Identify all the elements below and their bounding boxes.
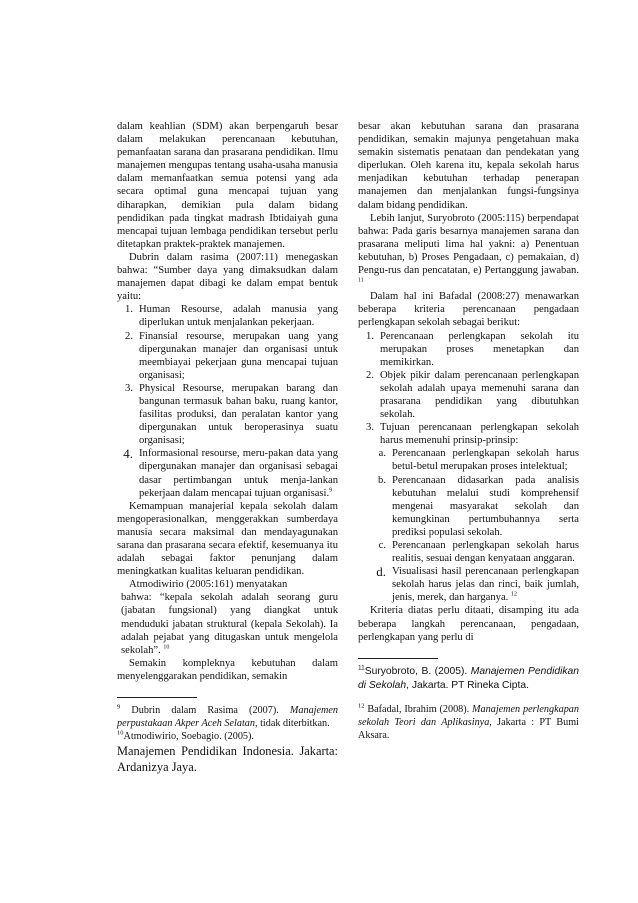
list-text: Objek pikir dalam perencanaan perlengkapan sekolah adalah upaya memenuhi sarana dan prasarana pendidikan yang dibutuhkan sekolah. [380, 369, 579, 421]
principles-sublist [374, 447, 579, 604]
list-text: Tujuan perencanaan perlengkapan sekolah harus memenuhi prinsip-prinsip: [380, 422, 579, 447]
list-letter: c. [378, 540, 386, 551]
footnote-9: $^9$ Dubrin dalam Rasima (2007). Manajemen perpustakaan Akper Aceh Selatan, tidak diterbitkan. [117, 703, 338, 730]
list-number: 1. [125, 304, 133, 316]
right-column [358, 120, 579, 742]
left-paragraph-5: Semakin kompleknya kebutuhan dalam menyelenggarakan pendidikan, semakin [117, 657, 338, 682]
list-item [117, 382, 338, 447]
footnote-12: $^{12}$ Bafadal, Ibrahim (2008). Manajemen perlengkapan sekolah Teori dan Aplikasinya, Jakarta : PT Bumi Aksara. [358, 702, 579, 741]
list-number: 4. [123, 446, 133, 462]
list-text: Perencanaan perlengkapan sekolah harus betul-betul merupakan proses intelektual; [392, 448, 579, 473]
list-text: Informasional resourse, meru-pakan data yang dipergunakan manajer dan organisasi sebagai dasar pertimbangan untuk menja-lankan pekerjaan dalam mencapai tujuan organisasi.$^9$ [139, 448, 338, 499]
right-paragraph-3: Dalam hal ini Bafadal (2008:27) menawarkan beberapa kriteria perencanaan pengadaan perlengkapan sekolah sebagai berikut: [358, 291, 579, 329]
list-item [358, 421, 579, 447]
list-text: Physical Resourse, merupakan barang dan bangunan termasuk bahan baku, ruang kantor, fasilitas produksi, dan peralatan kantor yang dipergunakan untuk beroperasinya suatu organisasi; [139, 382, 338, 447]
left-column [117, 120, 338, 775]
footnote-11: $^{11}$Suryobroto, B. (2005). Manajemen Pendidikan di Sekolah, Jakarta. PT Rineka Cipta. [358, 664, 579, 691]
right-paragraph-4: Kriteria diatas perlu ditaati, disamping itu ada beberapa langkah perencanaan, pengadaan, perlengkapan yang perlu di [358, 605, 579, 643]
left-paragraph-2: Dubrin dalam rasima (2007:11) menegaskan bahwa: “Sumber daya yang dimaksudkan dalam manajemen dapat dibagi ke dalam empat bentuk yaitu: [117, 251, 338, 303]
footnote-ref: 12 [510, 591, 517, 598]
left-paragraph-1: dalam keahlian (SDM) akan berpengaruh besar dalam melakukan perencanaan kebutuhan, pemanfaatan sarana dan prasarana pendidikan. Ilmu manajemen mengupas tentang usaha-usaha manusia dalam memanfaatkan semua potensi yang ada secara optimal guna mencapai tujuan yang diharapkan, demikian pula dalam bidang pendidikan pada tingkat madrash Ibtidaiyah guna mencapai tujuan lembaga pendidikan tersebut perlu ditetapkan praktek-praktek manajemen. [117, 121, 338, 250]
list-number: 3. [366, 422, 374, 434]
list-text: Human Resourse, adalah manusia yang diperlukan untuk menjalankan pekerjaan. [139, 304, 338, 329]
footnote-10: $^{10}$Atmodiwirio, Soebagio. (2005). [117, 729, 254, 743]
list-text: Finansial resourse, merupakan uang yang dipergunakan manajer dan organisasi untuk meembiayai pekerjaan guna mencapai tujuan organisasi; [139, 330, 338, 381]
list-item [358, 369, 579, 421]
footnote-ref: 11 [358, 277, 364, 284]
list-item [374, 447, 579, 473]
list-letter: a. [378, 448, 386, 460]
resource-list [117, 303, 338, 499]
footnote-divider [358, 658, 438, 659]
right-paragraph-2: Lebih lanjut, Suryobroto (2005:115) berpendapat bahwa: Pada garis besarnya manajemen sarana dan prasarana meliputi lima hal yakni: a) Penentuan kebutuhan, b) Proses Pengadaan, c) pemakaian, d) Pengu-rus dan pencatatan, e) Pertanggung jawaban. $^{11}$ [358, 212, 579, 284]
list-item [358, 330, 579, 369]
list-letter: b. [378, 474, 386, 486]
list-item [374, 539, 579, 565]
list-item [374, 474, 579, 539]
list-item [117, 447, 338, 499]
list-text: Perencanaan perlengkapan sekolah itu merupakan proses menetapkan dan memikirkan. [380, 330, 579, 368]
list-text: Perencanaan perlengkapan sekolah harus realitis, sesuai dengan kenyataan anggaran. [392, 540, 579, 565]
left-paragraph-4-quote: bahwa: “kepala sekolah adalah seorang guru (jabatan fungsional) yang diangkat untuk menduduki jabatan struktural (kepala Sekolah). Ia adalah pejabat yang ditugaskan untuk mengelola sekolah”. $^{10}$ [121, 592, 338, 656]
right-paragraph-1: besar akan kebutuhan sarana dan prasarana pendidikan, semakin majunya pengetahuan maka semakin sistematis penataan dan pendekatan yang diperlukan. Oleh karena itu, kepala sekolah harus menjadikan kebutuhan terhadap penerapan manajemen dan menjalankan fungsi-fungsinya dalam bidang pendidikan. [358, 121, 579, 211]
list-item [374, 565, 579, 604]
footnote-divider [117, 697, 197, 698]
left-paragraph-4-lead: Atmodiwirio (2005:161) menyatakan [129, 579, 288, 591]
list-text: Visualisasi hasil perencanaan perlengkapan sekolah harus jelas dan rinci, baik jumlah, jenis, merek, dan harganya. $^{12}$ [392, 566, 579, 604]
list-item [117, 330, 338, 382]
list-letter: d. [376, 564, 386, 580]
footnote-ref: 10 [163, 644, 170, 651]
list-number: 1. [366, 330, 374, 342]
footnote-ref: 9 [329, 487, 333, 494]
left-paragraph-3: Kemampuan manajerial kepala sekolah dalam mengoperasionalkan, menggerakkan sumberdaya manusia secara maksimal dan mendayagunakan sarana dan prasarana secara efektif, kesemuanya itu adalah sebagai faktor penunjang dalam meningkatkan kualitas keluaran pendidikan. [117, 500, 338, 578]
list-number: 2. [125, 330, 133, 342]
list-number: 3. [125, 382, 133, 394]
list-text: Perencanaan didasarkan pada analisis kebutuhan melalui studi komprehensif mengenai masyarakat sekolah dan kemungkinan pertumbuhannya serta prediksi populasi sekolah. [392, 474, 579, 538]
criteria-list [358, 330, 579, 448]
list-number: 2. [366, 369, 374, 381]
footnote-10-cont: Manajemen Pendidikan Indonesia. Jakarta: Ardanizya Jaya. [117, 744, 338, 775]
list-item [117, 303, 338, 329]
